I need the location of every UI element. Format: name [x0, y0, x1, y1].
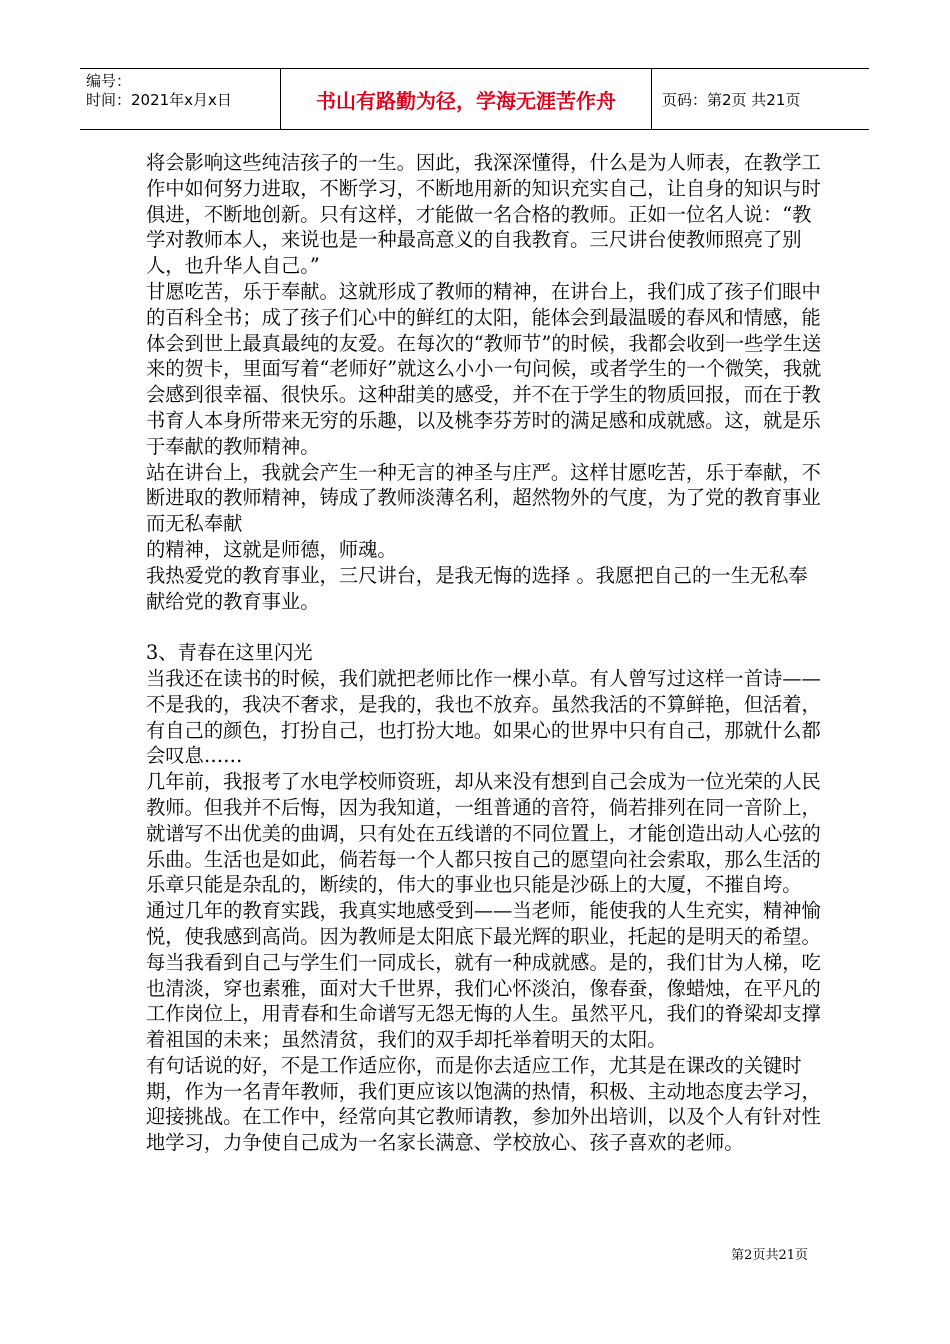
paragraph: 我热爱党的教育事业，三尺讲台，是我无悔的选择 。我愿把自己的一生无私奉献给党的教育事业。 — [146, 563, 808, 613]
section-heading: 3、青春在这里闪光 — [146, 641, 313, 665]
header-page-info: 页码：第2页 共21页 — [662, 90, 801, 109]
paragraph: 站在讲台上，我就会产生一种无言的神圣与庄严。这样甘愿吃苦，乐于奉献，不断进取的教师精神，铸成了教师淡薄名利，超然物外的气度，为了党的教育事业而无私奉献 — [146, 460, 821, 536]
document-body — [146, 150, 826, 1156]
page-header — [80, 68, 869, 130]
paragraph: 甘愿吃苦，乐于奉献。这就形成了教师的精神，在讲台上，我们成了孩子们眼中的百科全书；成了孩子们心中的鲜红的太阳，能体会到最温暖的春风和情感，能体会到世上最真最纯的友爱。在每次的“教师节”的时候，我都会收到一些学生送来的贺卡，里面写着“老师好”就这么小小一句问候，或者学生的一个微笑，我就会感到很幸福、很快乐。这种甜美的感受，并不在于学生的物质回报，而在于教书育人本身所带来无穷的乐趣，以及桃李芬芳时的满足感和成就感。这，就是乐于奉献的教师精神。 — [146, 279, 822, 458]
header-meta-cell — [80, 69, 281, 129]
paragraph: 通过几年的教育实践，我真实地感受到——当老师，能使我的人生充实，精神愉悦，使我感到高尚。因为教师是太阳底下最光辉的职业，托起的是明天的希望。每当我看到自己与学生们一同成长，就有一种成就感。是的，我们甘为人梯，吃也清淡，穿也素雅，面对大千世界，我们心怀淡泊，像春蚕，像蜡烛，在平凡的工作岗位上，用青春和生命谱写无怨无悔的人生。虽然平凡，我们的脊梁却支撑着祖国的未来；虽然清贫，我们的双手却托举着明天的太阳。 — [146, 899, 821, 1052]
paragraph: 几年前，我报考了水电学校师资班，却从来没有想到自己会成为一位光荣的人民教师。但我并不后悔，因为我知道，一组普通的音符，倘若排列在同一音阶上，就谱写不出优美的曲调，只有处在五线谱的不同位置上，才能创造出动人心弦的乐曲。生活也是如此，倘若每一个人都只按自己的愿望向社会索取，那么生活的乐章只能是杂乱的，断续的，伟大的事业也只能是沙砾上的大厦，不摧自垮。 — [146, 770, 821, 897]
document-time-label: 时间：2021年x月x日 — [86, 91, 232, 109]
header-motto: 书山有路勤为径，学海无涯苦作舟 — [316, 88, 616, 113]
header-motto-cell — [281, 69, 652, 129]
page-footer — [731, 1248, 808, 1264]
blank-line — [146, 614, 826, 640]
header-page-cell — [652, 69, 869, 129]
paragraph: 当我还在读书的时候，我们就把老师比作一棵小草。有人曾写过这样一首诗——不是我的，我决不奢求，是我的，我也不放弃。虽然我活的不算鲜艳，但活着，有自己的颜色，打扮自己，也打扮大地。如果心的世界中只有自己，那就什么都会叹息…… — [146, 666, 821, 768]
document-number-label: 编号： — [86, 72, 132, 90]
paragraph: 将会影响这些纯洁孩子的一生。因此，我深深懂得，什么是为人师表，在教学工作中如何努力进取，不断学习，不断地用新的知识充实自己，让自身的知识与时俱进，不断地创新。只有这样，才能做一名合格的教师。正如一位名人说：“教学对教师本人，来说也是一种最高意义的自我教育。三尺讲台使教师照亮了别人，也升华人自己。” — [146, 151, 821, 278]
footer-page-number: 第2页共21页 — [731, 1248, 808, 1263]
paragraph: 的精神，这就是师德，师魂。 — [146, 537, 397, 561]
paragraph: 有句话说的好，不是工作适应你，而是你去适应工作，尤其是在课改的关键时期，作为一名青年教师，我们更应该以饱满的热情，积极、主动地态度去学习，迎接挑战。在工作中，经常向其它教师请教，参加外出培训，以及个人有针对性地学习，力争使自己成为一名家长满意、学校放心、孩子喜欢的老师。 — [146, 1053, 821, 1155]
